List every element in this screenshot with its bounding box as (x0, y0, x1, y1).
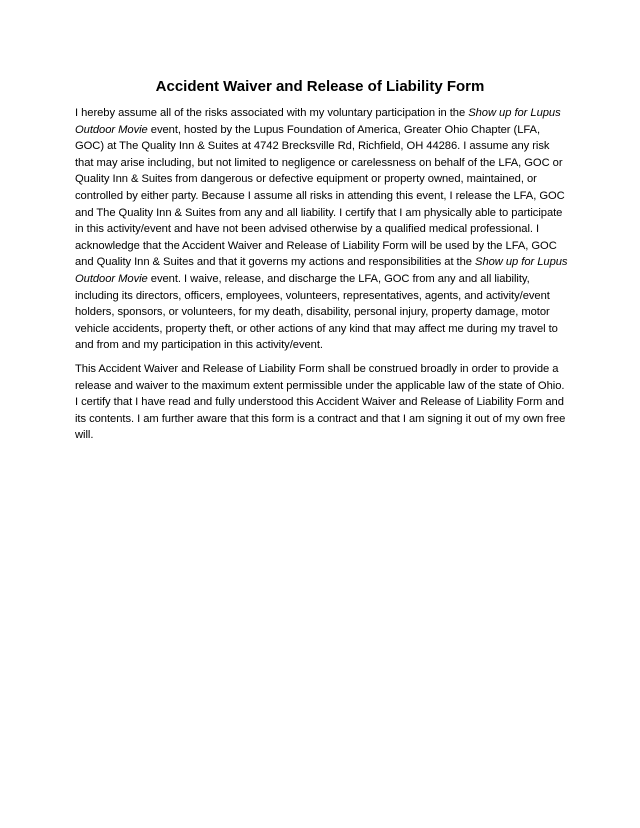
event-name-italic: Show up for Lupus Outdoor Movie (75, 107, 561, 136)
paragraph1-text-part3: event. I waive, release, and discharge the LFA, GOC from any and all liability, including its directors, officers, employees, volunteers, representatives, agents, and activity/event holders, sponsors, or volunteers, for my death, disability, personal injury, property damage, motor vehicle accidents, property theft, or other actions of any kind that may affect me during my travel to and from and my participation in this activity/event. (75, 272, 558, 352)
document-body (75, 105, 570, 451)
document-title: Accident Waiver and Release of Liability Form (155, 78, 485, 95)
paragraph-construction: This Accident Waiver and Release of Liability Form shall be construed broadly in order to provide a release and waiver to the maximum extent permissible under the applicable law of the state of Ohio. I certify that I have read and fully understood this Accident Waiver and Release of Liability Form and its contents. I am further aware that this form is a contract and that I am signing it out of my own free will. (75, 362, 566, 442)
paragraph1-text-part1: I hereby assume all of the risks associated with my voluntary participation in the (75, 107, 469, 119)
paragraph-assumption-of-risk (75, 105, 570, 354)
event-name-italic: Show up for Lupus Outdoor Movie (75, 256, 568, 285)
paragraph1-text-part2: event, hosted by the Lupus Foundation of America, Greater Ohio Chapter (LFA, GOC) at The Quality Inn & Suites at 4742 Brecksville Rd, Richfield, OH 44286. I assume any risk that may arise including, but not limited to negligence or carelessness on behalf of the LFA, GOC or Quality Inn & Suites from dangerous or defective equipment or property owned, maintained, or controlled by either party. Because I assume all risks in attending this event, I release the LFA, GOC and The Quality Inn & Suites from any and all liability. I certify that I am physically able to participate in this activity/event and have not been advised otherwise by a qualified medical professional. I acknowledge that the Accident Waiver and Release of Liability Form will be used by the LFA, GOC and Quality Inn & Suites and that it governs my actions and responsibilities at the (75, 123, 565, 269)
